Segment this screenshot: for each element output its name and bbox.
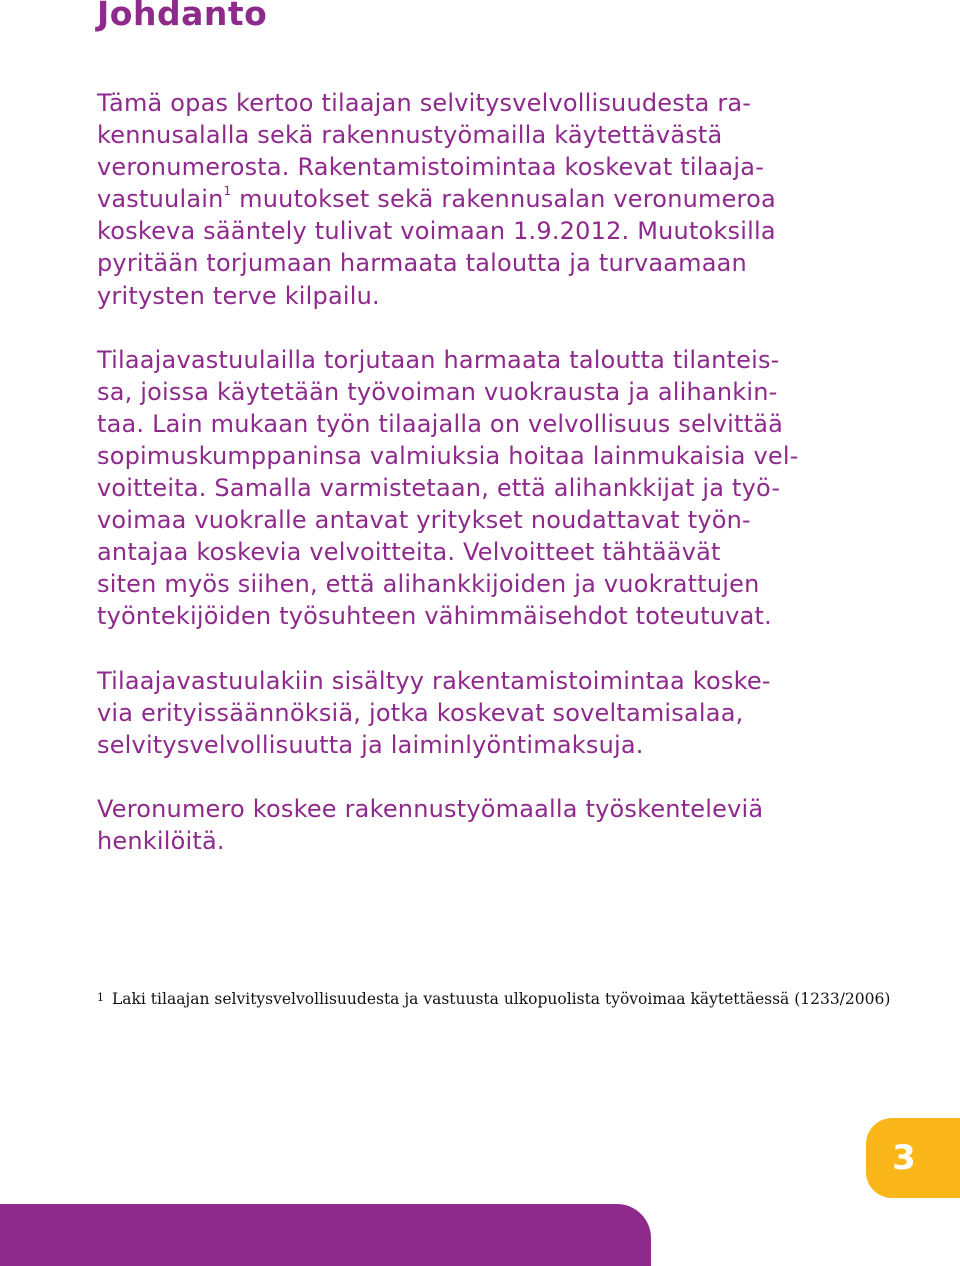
page-title: Johdanto bbox=[97, 0, 268, 33]
text-line: sa, joissa käytetään työvoiman vuokrausta ja alihankin- bbox=[97, 377, 778, 406]
paragraph-2 bbox=[97, 344, 867, 633]
text-line: Veronumero koskee rakennustyömaalla työskenteleviä bbox=[97, 794, 764, 823]
footnote-text: Laki tilaajan selvitysvelvollisuudesta ja vastuusta ulkopuolista työvoimaa käytettäessä (1233/2006) bbox=[112, 990, 891, 1008]
paragraph-4 bbox=[97, 793, 867, 857]
page-number-tab bbox=[866, 1118, 960, 1198]
text-line: kennusalalla sekä rakennustyömailla käytettävästä bbox=[97, 121, 723, 150]
text-line: voimaa vuokralle antavat yritykset noudattavat työn- bbox=[97, 506, 751, 535]
text-line: Tilaajavastuulakiin sisältyy rakentamistoimintaa koske- bbox=[97, 666, 771, 695]
text-line bbox=[97, 183, 867, 215]
body-text bbox=[97, 87, 867, 889]
text-line: Tilaajavastuulailla torjutaan harmaata taloutta tilanteis- bbox=[97, 345, 780, 374]
text-line: veronumerosta. Rakentamistoimintaa koskevat tilaaja- bbox=[97, 153, 765, 182]
footnote bbox=[97, 990, 890, 1008]
footnote-marker: 1 bbox=[97, 991, 104, 1004]
text-line: Tämä opas kertoo tilaajan selvitysvelvollisuudesta ra- bbox=[97, 89, 752, 117]
text-line: siten myös siihen, että alihankkijoiden ja vuokrattujen bbox=[97, 570, 760, 599]
paragraph-1 bbox=[97, 87, 867, 312]
text-line: via erityissäännöksiä, jotka koskevat soveltamisalaa, bbox=[97, 698, 744, 727]
page-number: 3 bbox=[892, 1138, 916, 1178]
paragraph-3 bbox=[97, 665, 867, 761]
text-line: yritysten terve kilpailu. bbox=[97, 281, 380, 310]
text-line-end: muutokset sekä rakennusalan veronumeroa bbox=[231, 185, 776, 214]
text-line: työntekijöiden työsuhteen vähimmäisehdot toteutuvat. bbox=[97, 602, 772, 631]
footnote-reference[interactable]: 1 bbox=[223, 184, 232, 199]
text-line: sopimuskumppaninsa valmiuksia hoitaa lainmukaisia vel- bbox=[97, 441, 799, 470]
text-line-start: vastuulain bbox=[97, 185, 224, 214]
text-line: antajaa koskevia velvoitteita. Velvoitteet tähtäävät bbox=[97, 538, 721, 567]
text-line: taa. Lain mukaan työn tilaajalla on velvollisuus selvittää bbox=[97, 409, 784, 438]
decorative-bottom-band bbox=[0, 1204, 651, 1266]
text-line: pyritään torjumaan harmaata taloutta ja turvaamaan bbox=[97, 249, 747, 278]
text-line: selvitysvelvollisuutta ja laiminlyöntimaksuja. bbox=[97, 730, 644, 759]
text-line: koskeva sääntely tulivat voimaan 1.9.2012. Muutoksilla bbox=[97, 217, 776, 246]
text-line: voitteita. Samalla varmistetaan, että alihankkijat ja työ- bbox=[97, 474, 781, 503]
text-line: henkilöitä. bbox=[97, 826, 225, 855]
